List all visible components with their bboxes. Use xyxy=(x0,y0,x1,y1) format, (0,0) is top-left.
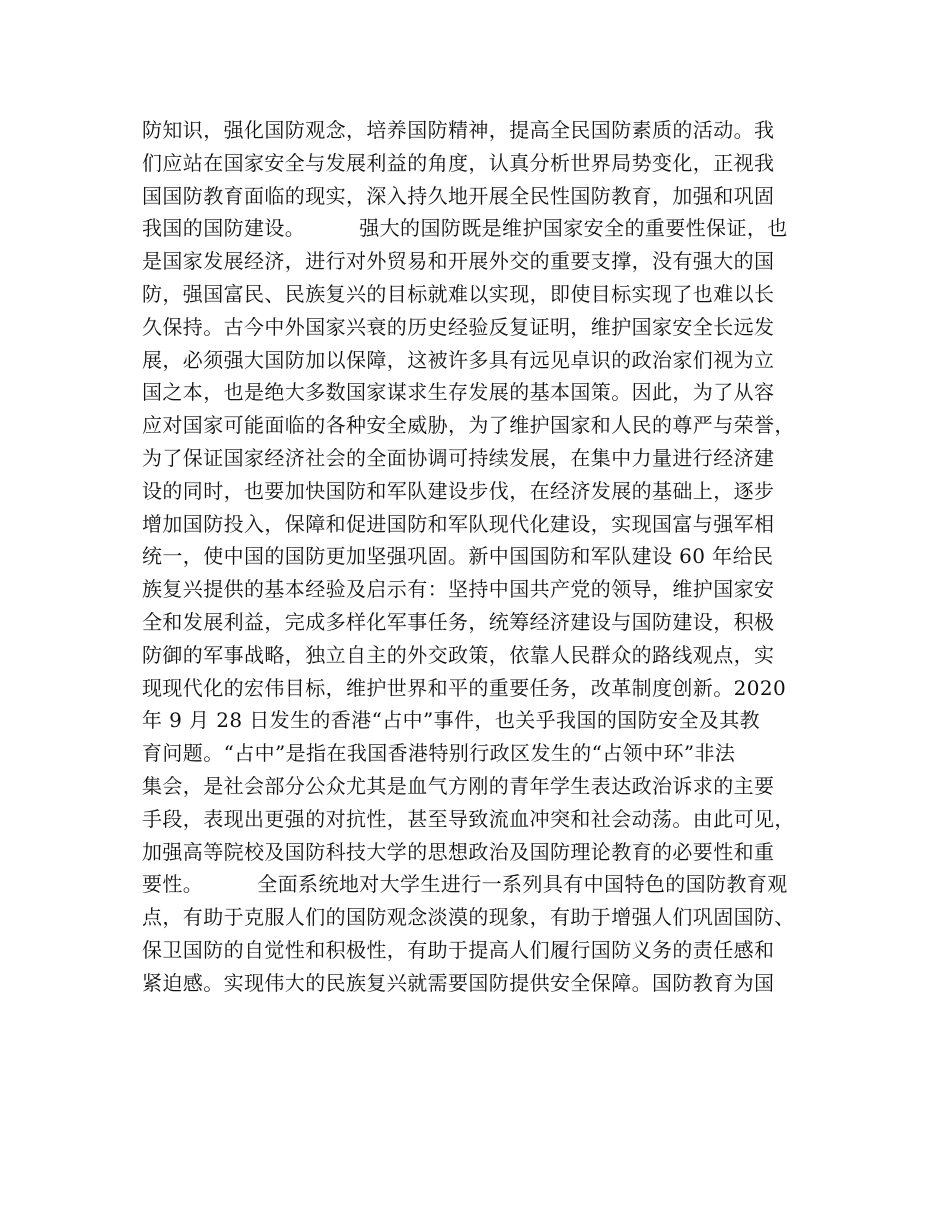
text-line: 紧迫感。实现伟大的民族复兴就需要国防提供安全保障。国防教育为国 xyxy=(142,970,775,995)
text-line: 国国防教育面临的现实，深入持久地开展全民性国防教育，加强和巩固 xyxy=(142,183,775,208)
text-line: 们应站在国家安全与发展利益的角度，认真分析世界局势变化，正视我 xyxy=(142,150,775,175)
text-line: 展，必须强大国防加以保障，这被许多具有远见卓识的政治家们视为立 xyxy=(142,347,775,372)
text-line: 现现代化的宏伟目标，维护世界和平的重要任务，改革制度创新。2020 xyxy=(142,675,787,700)
body-text xyxy=(142,114,822,1000)
text-line: 点，有助于克服人们的国防观念淡漠的现象，有助于增强人们巩固国防、 xyxy=(142,905,795,930)
text-line: 要性。 全面系统地对大学生进行一系列具有中国特色的国防教育观 xyxy=(142,872,788,897)
text-line: 育问题。“占中”是指在我国香港特别行政区发生的“占领中环”非法 xyxy=(142,741,736,766)
text-line: 加强高等院校及国防科技大学的思想政治及国防理论教育的必要性和重 xyxy=(142,839,775,864)
text-line: 年 9 月 28 日发生的香港“占中”事件，也关乎我国的国防安全及其教 xyxy=(142,708,761,733)
text-line: 保卫国防的自觉性和积极性，有助于提高人们履行国防义务的责任感和 xyxy=(142,937,775,962)
text-line: 增加国防投入，保障和促进国防和军队现代化建设，实现国富与强军相 xyxy=(142,511,775,536)
text-line: 集会，是社会部分公众尤其是血气方刚的青年学生表达政治诉求的主要 xyxy=(142,773,775,798)
text-line: 防御的军事战略，独立自主的外交政策，依靠人民群众的路线观点，实 xyxy=(142,642,775,667)
text-line: 族复兴提供的基本经验及启示有：坚持中国共产党的领导，维护国家安 xyxy=(142,577,775,602)
text-line: 是国家发展经济，进行对外贸易和开展外交的重要支撑，没有强大的国 xyxy=(142,249,775,274)
text-line: 我国的国防建设。 强大的国防既是维护国家安全的重要性保证，也 xyxy=(142,216,788,241)
text-line: 应对国家可能面临的各种安全威胁，为了维护国家和人民的尊严与荣誉， xyxy=(142,413,795,438)
text-line: 久保持。古今中外国家兴衰的历史经验反复证明，维护国家安全长远发 xyxy=(142,314,775,339)
text-line: 防，强国富民、民族复兴的目标就难以实现，即使目标实现了也难以长 xyxy=(142,281,775,306)
text-line: 为了保证国家经济社会的全面协调可持续发展，在集中力量进行经济建 xyxy=(142,445,775,470)
text-line: 全和发展利益，完成多样化军事任务，统筹经济建设与国防建设，积极 xyxy=(142,609,775,634)
text-line: 统一，使中国的国防更加坚强巩固。新中国国防和军队建设 60 年给民 xyxy=(142,544,774,569)
text-line: 防知识，强化国防观念，培养国防精神，提高全民国防素质的活动。我 xyxy=(142,118,775,142)
text-line: 手段，表现出更强的对抗性，甚至导致流血冲突和社会动荡。由此可见， xyxy=(142,806,795,831)
text-line: 国之本，也是绝大多数国家谋求生存发展的基本国策。因此，为了从容 xyxy=(142,380,775,405)
text-line: 设的同时，也要加快国防和军队建设步伐，在经济发展的基础上，逐步 xyxy=(142,478,775,503)
